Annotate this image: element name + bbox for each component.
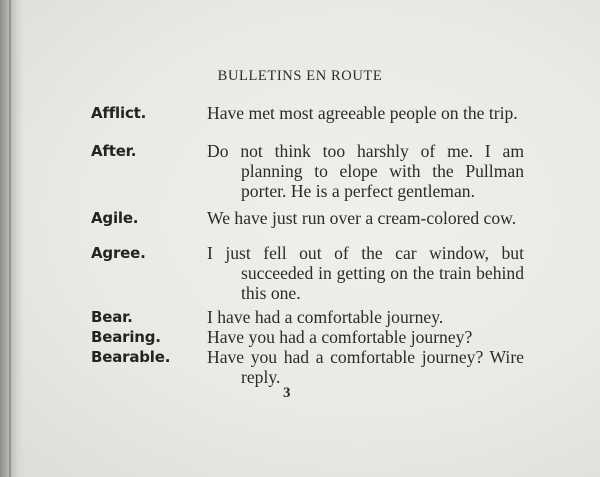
page-number: 3: [283, 385, 291, 401]
entry-definition: Do not think too harshly of me. I am planning to elope with the Pullman porter. He is a perfect gentleman.: [207, 141, 524, 202]
entry-definition: Have met most agreeable people on the trip.: [207, 103, 518, 123]
entry-definition: Have you had a comfortable journey? Wire reply.: [207, 347, 524, 388]
entry-term: Agile.: [91, 209, 139, 227]
entry-term: Bearing.: [91, 328, 161, 346]
entry-term: Afflict.: [91, 104, 147, 122]
entry-term: After.: [91, 142, 137, 160]
entry-definition: Have you had a comfortable journey?: [207, 327, 473, 347]
entry-definition: I just fell out of the car window, but succeeded in getting on the train behind this one.: [207, 243, 524, 304]
entry-term: Agree.: [91, 244, 146, 262]
entry-definition: I have had a comfortable journey.: [207, 307, 444, 327]
entry-term: Bear.: [91, 308, 133, 326]
running-head: BULLETINS EN ROUTE: [217, 68, 383, 84]
entry-term: Bearable.: [91, 348, 171, 366]
entry-definition: We have just run over a cream-colored cow.: [207, 208, 517, 228]
